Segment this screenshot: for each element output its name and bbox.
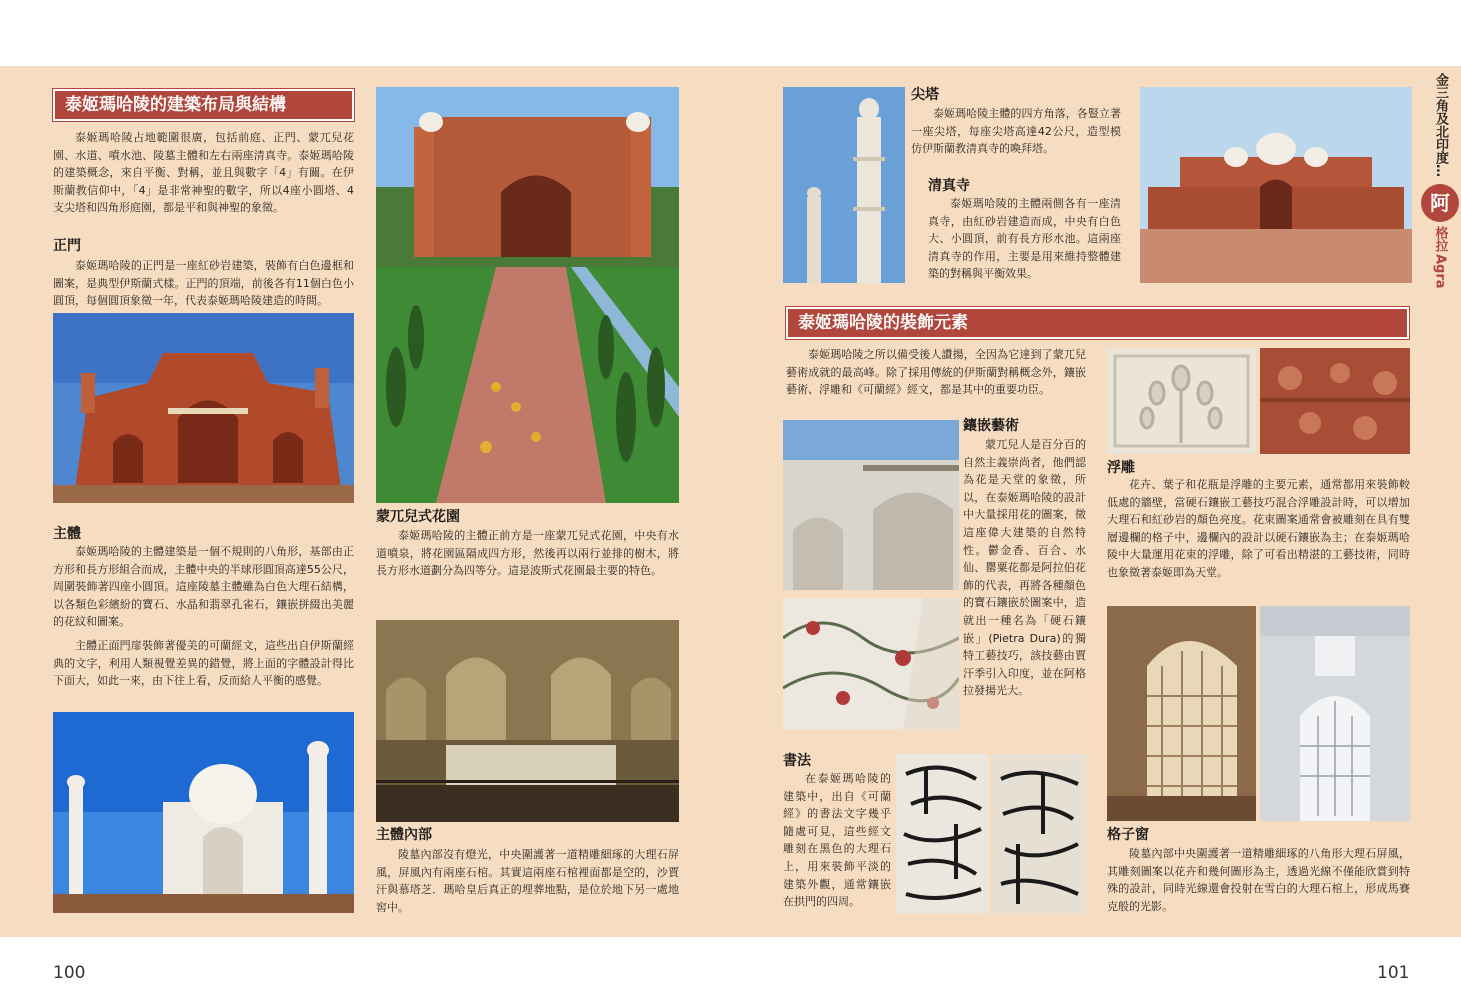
- main-body-heading: 主體: [53, 526, 81, 542]
- interior-photo: [376, 620, 679, 822]
- mosque-heading: 清真寺: [928, 178, 970, 194]
- minaret-heading: 尖塔: [911, 87, 939, 103]
- relief-photo-1: [1107, 348, 1256, 454]
- main-body-text-2: 主體正面門扉裝飾著優美的可蘭經文，這些出自伊斯蘭經典的文字，利用人類視覺差異的錯覺，將上面的字體設計得比下面大，如此一來，由下往上看，反而給人平衡的感覺。: [53, 639, 354, 688]
- garden-heading: 蒙兀兒式花園: [376, 509, 460, 525]
- inlay-text: 蒙兀兒人是百分百的自然主義崇尚者，他們認為花是天堂的象徵，所以，在泰姬瑪哈陵的設計中大量採用花的圖案，徵這座偉大建築的自然特性。鬱金香、百合、水仙、罌粟花都是阿拉伯花飾的代表，再將各種顏色的寶石鑲嵌於圖案中，造就出一種名為「硬石鑲嵌」(Pietra Dura)的獨特工藝技巧，該技藝由賈汗季引入印度，並在阿格拉發揚光大。: [963, 438, 1086, 698]
- gate-garden-photo: [376, 87, 679, 503]
- inlay-heading: 鑲嵌藝術: [963, 418, 1019, 434]
- layout-intro-text: 泰姬瑪哈陵占地範圍很廣，包括前庭、正門、蒙兀兒花園、水道、噴水池、陵墓主體和左右兩座清真寺。泰姬瑪哈陵的建築概念，來自平衡、對稱，並且與數字「4」有關。在伊斯蘭教信仰中，「4」是非常神聖的數字，所以4座小圓塔、4支尖塔和四角形庭園，都是平和與神聖的象徵。: [53, 131, 354, 215]
- gate-heading: 正門: [53, 238, 81, 254]
- city-badge: 阿: [1421, 184, 1459, 222]
- lattice-text: 陵墓內部中央圍護著一道精雕細琢的八角形大理石屏風，其雕刻圖案以花卉和幾何圖形為主，透過光線不僅能欣賞到特殊的設計，同時光線還會投射在雪白的大理石棺上，形成馬賽克般的光影。: [1107, 847, 1410, 913]
- calligraphy-text: 在泰姬瑪哈陵的建築中，出自《可蘭經》的書法文字幾乎隨處可見，這些經文雕刻在黑色的大理石上，用來裝飾平淡的建築外觀，通常鑲嵌在拱門的四周。: [783, 772, 891, 909]
- calligraphy-photo-1: [896, 754, 989, 913]
- city-name-en: Agra: [1432, 254, 1448, 289]
- page-number-right: 101: [1377, 963, 1410, 983]
- taj-mahal-photo: [53, 712, 354, 913]
- section-title-text-2: 泰姬瑪哈陵的裝飾元素: [798, 313, 968, 333]
- relief-photo-2: [1260, 348, 1410, 454]
- garden-text: 泰姬瑪哈陵的主體正前方是一座蒙兀兒式花園，中央有水道噴泉，將花園區隔成四方形，然後再以兩行並排的樹木，將長方形水道劃分為四等分。這是波斯式花園最主要的特色。: [376, 529, 679, 578]
- gate-text: 泰姬瑪哈陵的正門是一座紅砂岩建築，裝飾有白色邊框和圖案，是典型伊斯蘭式樣。正門的頂端，前後各有11個白色小圓頂，每個圓頂象徵一年，代表泰姬瑪哈陵建造的時間。: [53, 259, 354, 308]
- interior-heading: 主體內部: [376, 827, 432, 843]
- section-title-decoration: [786, 307, 1409, 339]
- page-number-left: 100: [53, 963, 86, 983]
- lattice-heading: 格子窗: [1107, 827, 1149, 843]
- chapter-side-tab: [1419, 70, 1461, 289]
- main-gate-photo: [53, 313, 354, 503]
- minaret-text: 泰姬瑪哈陵主體的四方角落，各豎立著一座尖塔，每座尖塔高達42公尺，造型模仿伊斯蘭教清真寺的喚拜塔。: [911, 107, 1121, 156]
- city-name-cn: 格拉: [1432, 226, 1448, 252]
- calligraphy-heading: 書法: [783, 753, 811, 769]
- lattice-interior-photo: [1107, 606, 1256, 821]
- relief-text: 花卉、葉子和花瓶是浮雕的主要元素，通常都用來裝飾較低處的牆壁，當硬石鑲嵌工藝技巧混合浮雕設計時，可以增加大理石和紅砂岩的顏色亮度。花束圖案通常會被雕刻在具有雙層邊欄的格子中，邊欄內的設計以硬石鑲嵌為主；在泰姬瑪哈陵中大量運用花束的浮雕，除了可看出精湛的工藝技術，同時也象徵著泰姬即為天堂。: [1107, 478, 1410, 579]
- decoration-intro-text: 泰姬瑪哈陵之所以備受後人讚揚，全因為它達到了蒙兀兒藝術成就的最高峰。除了採用傳統的伊斯蘭對稱概念外，鑲嵌藝術、浮雕和《可蘭經》經文，都是其中的重要功臣。: [786, 348, 1086, 397]
- inlay-wall-photo: [783, 420, 959, 590]
- pietra-dura-photo: [783, 598, 959, 729]
- lattice-window-photo: [1260, 606, 1410, 821]
- interior-text: 陵墓內部沒有燈光，中央圍護著一道精雕細琢的大理石屏風，屏風內有兩座石棺。其實這兩座石棺裡面都是空的，沙賈汗與慕塔芝．瑪哈皇后真正的埋葬地點，是位於地下另一處地窖中。: [376, 848, 679, 914]
- mosque-text: 泰姬瑪哈陵的主體兩側各有一座清真寺，由紅砂岩建造而成，中央有白色大、小圓頂，前有長方形水池。這兩座清真寺的作用，主要是用來維持整體建築的對稱與平衡效果。: [928, 197, 1121, 281]
- section-title-layout: [53, 89, 354, 121]
- relief-heading: 浮雕: [1107, 460, 1135, 476]
- chapter-label: 金三角及北印度…: [1433, 73, 1448, 177]
- main-body-text-1: 泰姬瑪哈陵的主體建築是一個不規則的八角形，基部由正方形和長方形組合而成，主體中央的半球形圓頂高達55公尺，周圍裝飾著四座小圓頂。這座陵墓主體雖為白色大理石結構，以各類色彩繽紛的寶石、水晶和翡翠孔雀石，鑲嵌拼綴出美麗的花紋和圖案。: [53, 545, 354, 629]
- minaret-photo: [783, 87, 905, 283]
- calligraphy-photo-2: [993, 754, 1086, 913]
- mosque-photo: [1140, 87, 1412, 283]
- section-title-text: 泰姬瑪哈陵的建築布局與結構: [65, 95, 286, 115]
